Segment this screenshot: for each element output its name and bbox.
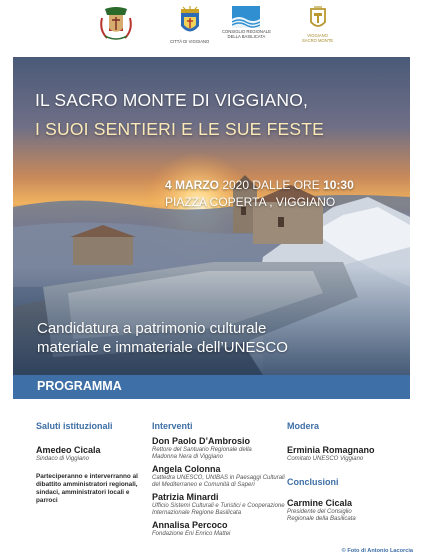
modera-heading: Modera <box>287 421 320 431</box>
diocesi-crest-logo <box>99 6 133 44</box>
conclusioni-role-line2: Regionale della Basilicata <box>287 516 356 522</box>
speaker-role-line: Cattedra UNESCO, UNIBAS in Paesaggi Culturali <box>152 475 285 481</box>
speaker-role-line: Internazionale Regione Basilicata <box>152 510 242 516</box>
consiglio-caption-line1: CONSIGLIO REGIONALE <box>222 29 271 34</box>
interventi-heading: Interventi <box>152 421 193 431</box>
event-date <box>165 178 354 192</box>
hero-title-line2: I SUOI SENTIERI E LE SUE FESTE <box>35 119 324 139</box>
saluti-note-line3: sindaci, amministratori locali e <box>36 489 130 496</box>
viggiano-brand-icon <box>308 6 328 32</box>
saluti-role: Sindaco di Viggiano <box>36 456 89 462</box>
speaker-role-line: Madonna Nera di Viggiano <box>152 454 223 460</box>
speaker-role-line: Rettore del Santuario Regionale della <box>152 447 252 453</box>
speaker-name: Annalisa Percoco <box>152 520 228 530</box>
photo-credit: © Foto di Antonio Lacorcia <box>341 548 413 554</box>
saluti-note-line4: parroci <box>36 497 58 504</box>
event-time: 10:30 <box>323 178 354 192</box>
comune-crest-icon <box>178 6 202 38</box>
modera-name: Erminia Romagnano <box>287 445 375 455</box>
programma-label: PROGRAMMA <box>37 379 122 393</box>
modera-role: Comitato UNESCO Viggiano <box>287 456 364 462</box>
conclusioni-heading: Conclusioni <box>287 477 339 487</box>
programma-band <box>13 375 410 399</box>
speaker-role-line: Ufficio Sistemi Culturali e Turistici e Cooperazione <box>152 503 285 509</box>
event-place: PIAZZA COPERTA , VIGGIANO <box>165 195 336 209</box>
logo-strip <box>0 0 423 56</box>
saluti-note-line2: dibattito amministratori regionali, <box>36 481 138 488</box>
saluti-name: Amedeo Cicala <box>36 445 101 455</box>
saluti-note-line1: Parteciperanno e interverranno al <box>36 473 138 480</box>
conclusioni-role-line1: Presidente del Consiglio <box>287 509 352 515</box>
candidatura-line1: Candidatura a patrimonio culturale <box>37 320 267 337</box>
consiglio-regionale-logo <box>222 6 271 39</box>
speaker-role-line: Fondazione Eni Enrico Mattei <box>152 531 231 537</box>
consiglio-caption-line2: DELLA BASILICATA <box>227 34 266 39</box>
event-date-day: 4 MARZO <box>165 178 219 192</box>
conclusioni-name: Carmine Cicala <box>287 498 353 508</box>
comune-viggiano-logo <box>170 6 209 44</box>
speaker-name: Don Paolo D’Ambrosio <box>152 436 251 446</box>
comune-caption: CITTÀ DI VIGGIANO <box>170 39 210 44</box>
candidatura-line2: materiale e immateriale dell’UNESCO <box>37 339 288 356</box>
hero-title-line1: IL SACRO MONTE DI VIGGIANO, <box>35 90 309 110</box>
diocesi-crest-icon <box>99 6 133 44</box>
viggiano-brand-caption: VIGGIANO <box>307 33 328 38</box>
consiglio-regionale-icon <box>232 6 260 28</box>
speaker-name: Patrizia Minardi <box>152 492 219 502</box>
hero-banner <box>13 57 410 375</box>
event-date-middle: 2020 DALLE ORE <box>219 178 324 192</box>
saluti-heading: Saluti istituzionali <box>36 421 113 431</box>
viggiano-brand-subcaption: SACRO MONTE <box>302 38 334 43</box>
speaker-name: Angela Colonna <box>152 464 221 474</box>
speaker-role-line: del Mediterraneo e Comunità di Saperi <box>152 482 255 488</box>
viggiano-brand-logo <box>302 6 333 43</box>
